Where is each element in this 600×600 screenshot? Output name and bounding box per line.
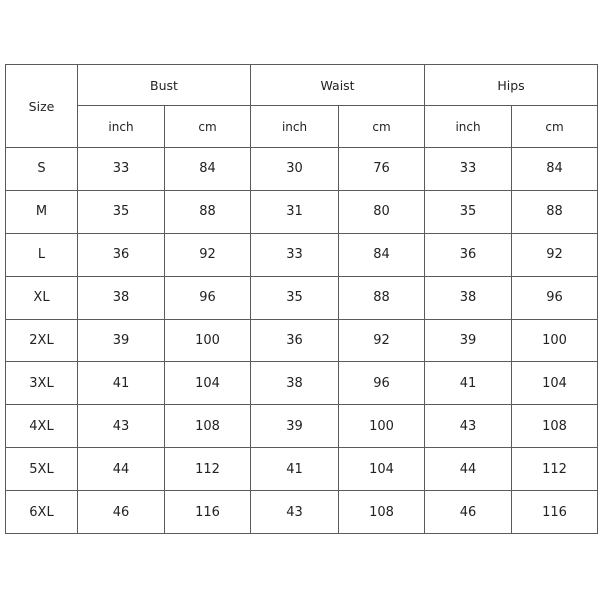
- bust-inch-cell: 33: [78, 148, 165, 191]
- bust-cm-cell: 116: [165, 491, 251, 534]
- hips-cm-cell: 84: [512, 148, 598, 191]
- waist-inch-cell: 30: [251, 148, 339, 191]
- bust-cm-cell: 84: [165, 148, 251, 191]
- waist-inch-cell: 33: [251, 233, 339, 276]
- hips-inch-cell: 43: [425, 405, 512, 448]
- hips-cm-cell: 104: [512, 362, 598, 405]
- hips-inch-cell: 38: [425, 276, 512, 319]
- bust-cm-cell: 100: [165, 319, 251, 362]
- header-group-row: [6, 65, 598, 106]
- bust-cm-cell: 88: [165, 190, 251, 233]
- waist-cm-cell: 108: [339, 491, 425, 534]
- hips-cm-cell: 108: [512, 405, 598, 448]
- bust-inch-cell: 35: [78, 190, 165, 233]
- waist-inch-cell: 35: [251, 276, 339, 319]
- waist-inch-cell: 41: [251, 448, 339, 491]
- bust-inch-cell: 43: [78, 405, 165, 448]
- waist-cm-cell: 92: [339, 319, 425, 362]
- bust-inch-cell: 39: [78, 319, 165, 362]
- hips-inch-cell: 39: [425, 319, 512, 362]
- bust-inch-cell: 44: [78, 448, 165, 491]
- waist-cm-cell: 84: [339, 233, 425, 276]
- waist-inch-cell: 36: [251, 319, 339, 362]
- table-row: [6, 276, 598, 319]
- bust-inch-cell: 36: [78, 233, 165, 276]
- hips-inch-cell: 36: [425, 233, 512, 276]
- size-chart-table: [5, 64, 598, 534]
- waist-cm-cell: 104: [339, 448, 425, 491]
- bust-cm-cell: 108: [165, 405, 251, 448]
- table-row: [6, 148, 598, 191]
- waist-cm-cell: 88: [339, 276, 425, 319]
- bust-cm-cell: 104: [165, 362, 251, 405]
- hips-inch-header: inch: [425, 106, 512, 148]
- size-cell: M: [6, 190, 78, 233]
- bust-cm-header: cm: [165, 106, 251, 148]
- waist-cm-cell: 96: [339, 362, 425, 405]
- size-column-header: Size: [6, 65, 78, 148]
- hips-inch-cell: 41: [425, 362, 512, 405]
- hips-cm-cell: 116: [512, 491, 598, 534]
- waist-inch-cell: 31: [251, 190, 339, 233]
- waist-cm-header: cm: [339, 106, 425, 148]
- bust-group-header: Bust: [78, 65, 251, 106]
- hips-inch-cell: 46: [425, 491, 512, 534]
- size-cell: L: [6, 233, 78, 276]
- bust-inch-header: inch: [78, 106, 165, 148]
- bust-inch-cell: 38: [78, 276, 165, 319]
- waist-group-header: Waist: [251, 65, 425, 106]
- table-row: [6, 190, 598, 233]
- table-row: [6, 319, 598, 362]
- size-cell: 3XL: [6, 362, 78, 405]
- waist-inch-cell: 39: [251, 405, 339, 448]
- hips-group-header: Hips: [425, 65, 598, 106]
- hips-inch-cell: 35: [425, 190, 512, 233]
- table-row: [6, 405, 598, 448]
- waist-inch-cell: 43: [251, 491, 339, 534]
- hips-inch-cell: 44: [425, 448, 512, 491]
- hips-cm-cell: 88: [512, 190, 598, 233]
- hips-cm-cell: 100: [512, 319, 598, 362]
- bust-cm-cell: 92: [165, 233, 251, 276]
- table-row: [6, 233, 598, 276]
- bust-inch-cell: 46: [78, 491, 165, 534]
- hips-cm-cell: 112: [512, 448, 598, 491]
- hips-cm-header: cm: [512, 106, 598, 148]
- hips-inch-cell: 33: [425, 148, 512, 191]
- hips-cm-cell: 96: [512, 276, 598, 319]
- size-cell: XL: [6, 276, 78, 319]
- waist-cm-cell: 100: [339, 405, 425, 448]
- table-row: [6, 362, 598, 405]
- bust-inch-cell: 41: [78, 362, 165, 405]
- waist-inch-cell: 38: [251, 362, 339, 405]
- size-chart-body: [6, 148, 598, 534]
- hips-cm-cell: 92: [512, 233, 598, 276]
- waist-cm-cell: 76: [339, 148, 425, 191]
- waist-inch-header: inch: [251, 106, 339, 148]
- bust-cm-cell: 96: [165, 276, 251, 319]
- table-row: [6, 448, 598, 491]
- bust-cm-cell: 112: [165, 448, 251, 491]
- table-row: [6, 491, 598, 534]
- size-cell: S: [6, 148, 78, 191]
- size-cell: 6XL: [6, 491, 78, 534]
- header-unit-row: [6, 106, 598, 148]
- size-cell: 4XL: [6, 405, 78, 448]
- size-cell: 2XL: [6, 319, 78, 362]
- waist-cm-cell: 80: [339, 190, 425, 233]
- size-cell: 5XL: [6, 448, 78, 491]
